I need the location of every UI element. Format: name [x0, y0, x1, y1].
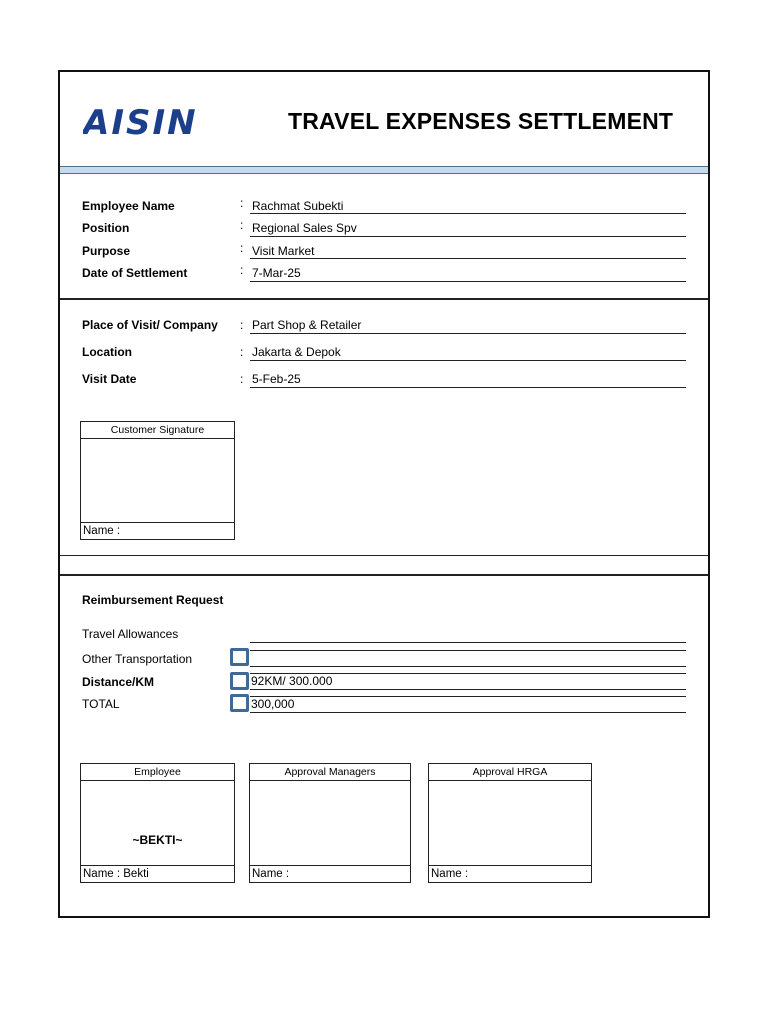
- distance-km-label: Distance/KM: [82, 675, 155, 689]
- field-underline: [250, 213, 686, 214]
- hrga-approval-title: Approval HRGA: [429, 764, 591, 781]
- position-value[interactable]: Regional Sales Spv: [252, 221, 357, 235]
- place-of-visit-label: Place of Visit/ Company: [82, 318, 218, 332]
- visit-date-value[interactable]: 5-Feb-25: [252, 372, 301, 386]
- field-underline: [250, 333, 686, 334]
- manager-approval-name: Name :: [250, 865, 410, 882]
- section-divider: [60, 298, 708, 300]
- colon: :: [240, 196, 244, 210]
- aisin-logo: [83, 104, 208, 138]
- location-label: Location: [82, 345, 132, 359]
- distance-km-checkbox[interactable]: [230, 672, 249, 690]
- purpose-value[interactable]: Visit Market: [252, 244, 315, 258]
- employee-signature-mark: ~BEKTI~: [132, 833, 183, 847]
- colon: :: [240, 263, 244, 277]
- employee-signature-title: Employee: [81, 764, 234, 781]
- reimbursement-title: Reimbursement Request: [82, 593, 224, 607]
- purpose-label: Purpose: [82, 244, 131, 258]
- distance-km-value[interactable]: 92KM/ 300.000: [250, 673, 686, 690]
- logo-text: AISIN: [83, 104, 198, 138]
- colon: :: [240, 345, 244, 359]
- manager-approval-title: Approval Managers: [250, 764, 410, 781]
- hrga-approval-box[interactable]: [428, 763, 592, 883]
- place-of-visit-value[interactable]: Part Shop & Retailer: [252, 318, 362, 332]
- date-of-settlement-label: Date of Settlement: [82, 266, 188, 280]
- field-underline: [250, 236, 686, 237]
- customer-signature-title: Customer Signature: [81, 422, 234, 439]
- employee-name-label: Employee Name: [82, 199, 175, 213]
- position-label: Position: [82, 221, 130, 235]
- field-underline: [250, 258, 686, 259]
- travel-allowances-line: [250, 642, 686, 643]
- other-transportation-value[interactable]: [250, 650, 686, 667]
- hrga-approval-name: Name :: [429, 865, 591, 882]
- other-transportation-checkbox[interactable]: [230, 648, 249, 666]
- date-of-settlement-value[interactable]: 7-Mar-25: [252, 266, 301, 280]
- other-transportation-label: Other Transportation: [82, 652, 193, 666]
- page-title: TRAVEL EXPENSES SETTLEMENT: [288, 108, 674, 134]
- section-divider: [60, 574, 708, 576]
- employee-signature-box[interactable]: [80, 763, 235, 883]
- employee-name-value[interactable]: Rachmat Subekti: [252, 199, 344, 213]
- employee-signature-name: Name : Bekti: [81, 865, 234, 882]
- customer-signature-box[interactable]: [80, 421, 235, 540]
- colon: :: [240, 372, 244, 386]
- total-value[interactable]: 300,000: [250, 696, 686, 713]
- customer-signature-name: Name :: [81, 522, 234, 539]
- visit-date-label: Visit Date: [82, 372, 137, 386]
- location-value[interactable]: Jakarta & Depok: [252, 345, 341, 359]
- manager-approval-box[interactable]: [249, 763, 411, 883]
- colon: :: [240, 241, 244, 255]
- field-underline: [250, 387, 686, 388]
- colon: :: [240, 318, 244, 332]
- travel-allowances-label: Travel Allowances: [82, 627, 179, 641]
- total-checkbox[interactable]: [230, 694, 249, 712]
- header-divider-band: [60, 166, 708, 174]
- field-underline: [250, 281, 686, 282]
- section-divider: [60, 555, 708, 556]
- field-underline: [250, 360, 686, 361]
- colon: :: [240, 218, 244, 232]
- total-label: TOTAL: [82, 697, 120, 711]
